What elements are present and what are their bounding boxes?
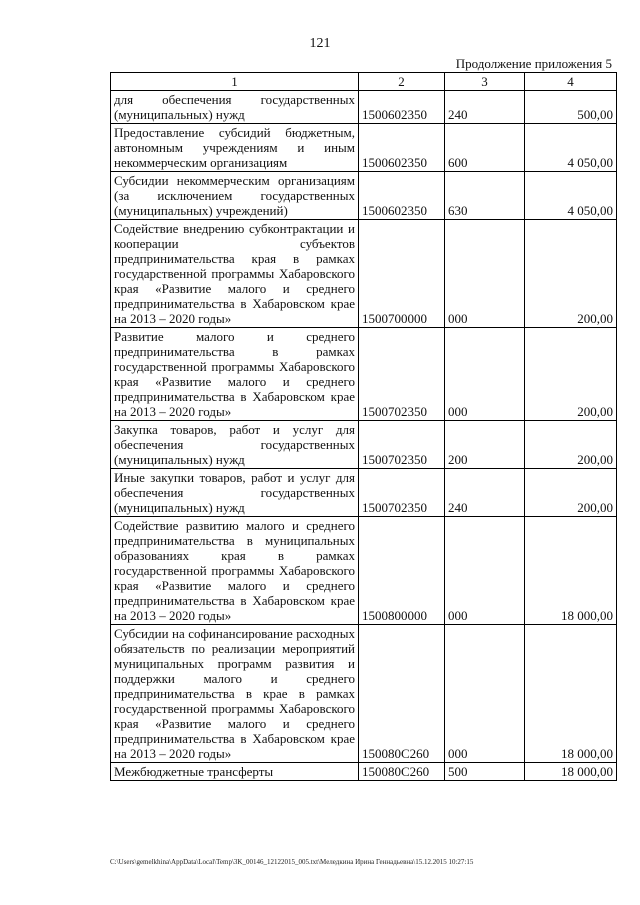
row-name: Закупка товаров, работ и услуг для обеспечения государственных (муниципальных) нужд [111,421,359,469]
table-row [111,421,617,469]
column-header-4: 4 [525,73,617,91]
table-row [111,517,617,625]
row-code: 150080С260 [359,625,445,763]
table-row [111,124,617,172]
table-row [111,469,617,517]
table-row [111,91,617,124]
row-sum: 200,00 [525,469,617,517]
row-name: Субсидии некоммерческим организациям (за исключением государственных (муниципальных) учреждений) [111,172,359,220]
row-type: 000 [445,517,525,625]
row-type: 000 [445,220,525,328]
row-sum: 4 050,00 [525,124,617,172]
row-code: 1500800000 [359,517,445,625]
row-code: 1500700000 [359,220,445,328]
row-name: Межбюджетные трансферты [111,763,359,781]
table-row [111,220,617,328]
row-name: для обеспечения государственных (муниципальных) нужд [111,91,359,124]
column-header-3: 3 [445,73,525,91]
row-name: Содействие внедрению субконтрактации и кооперации субъектов предпринимательства края в рамках государственной программы Хабаровского края «Развитие малого и среднего предпринимательства в Хабаровском крае на 2013 – 2020 годы» [111,220,359,328]
row-name: Иные закупки товаров, работ и услуг для обеспечения государственных (муниципальных) нужд [111,469,359,517]
table-row [111,328,617,421]
row-name: Содействие развитию малого и среднего предпринимательства в муниципальных образованиях края в рамках государственной программы Хабаровского края «Развитие малого и среднего предпринимательства в Хабаровском крае на 2013 – 2020 годы» [111,517,359,625]
row-sum: 18 000,00 [525,763,617,781]
row-type: 240 [445,469,525,517]
row-type: 500 [445,763,525,781]
row-type: 200 [445,421,525,469]
row-name: Развитие малого и среднего предпринимательства в рамках государственной программы Хабаровского края «Развитие малого и среднего предпринимательства в Хабаровском крае на 2013 – 2020 годы» [111,328,359,421]
row-code: 150080С260 [359,763,445,781]
budget-table [110,72,617,781]
table-row [111,625,617,763]
row-code: 1500602350 [359,172,445,220]
row-code: 1500702350 [359,469,445,517]
row-sum: 500,00 [525,91,617,124]
row-code: 1500602350 [359,91,445,124]
row-code: 1500702350 [359,421,445,469]
page-number: 121 [309,36,331,51]
row-sum: 4 050,00 [525,172,617,220]
row-type: 000 [445,625,525,763]
row-code: 1500602350 [359,124,445,172]
row-code: 1500702350 [359,328,445,421]
row-sum: 200,00 [525,328,617,421]
row-type: 600 [445,124,525,172]
row-name: Субсидии на софинансирование расходных обязательств по реализации мероприятий муниципальных программ развития и поддержки малого и среднего предпринимательства в крае в рамках государственной программы Хабаровского края «Развитие малого и среднего предпринимательства в Хабаровском крае на 2013 – 2020 годы» [111,625,359,763]
row-name: Предоставление субсидий бюджетным, автономным учреждениям и иным некоммерческим организациям [111,124,359,172]
row-type: 240 [445,91,525,124]
continuation-caption: Продолжение приложения 5 [455,56,612,71]
row-sum: 18 000,00 [525,517,617,625]
row-sum: 200,00 [525,421,617,469]
header-row [111,73,617,91]
row-sum: 200,00 [525,220,617,328]
row-type: 000 [445,328,525,421]
column-header-1: 1 [111,73,359,91]
row-type: 630 [445,172,525,220]
file-path-footer: C:\Users\gemelkhina\AppData\Local\Temp\3K_00146_12122015_005.txt\Меледкина Ирина Геннадьевна\15.12.2015 10:27:15 [110,858,474,866]
row-sum: 18 000,00 [525,625,617,763]
table-row [111,172,617,220]
column-header-2: 2 [359,73,445,91]
table-row [111,763,617,781]
